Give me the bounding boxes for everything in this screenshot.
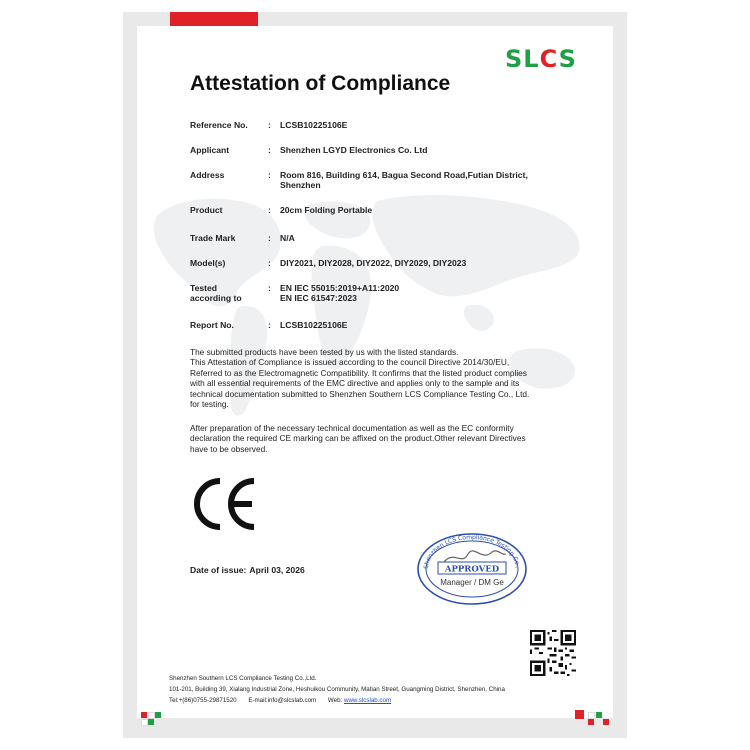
flag-square xyxy=(588,719,594,725)
flag-square xyxy=(155,712,161,718)
flag-square xyxy=(603,719,609,725)
tested-label-line-2: according to xyxy=(190,293,242,303)
report-value: LCSB10225106E xyxy=(280,320,348,330)
stamp-approved-text: APPROVED xyxy=(444,564,500,575)
trade-mark-label: Trade Mark xyxy=(190,233,236,243)
trade-mark-value: N/A xyxy=(280,233,295,243)
flag-square xyxy=(596,712,602,718)
flag-square xyxy=(141,712,147,718)
models-value: DIY2021, DIY2028, DIY2022, DIY2029, DIY2023 xyxy=(280,258,467,268)
colon: : xyxy=(268,283,271,293)
footer-address: 101-201, Building 39, Xialang Industrial Zone, Heshuikou Community, Matian Street, Guangming District, Shenzhen, China xyxy=(169,686,505,693)
document-title: Attestation of Compliance xyxy=(190,72,451,95)
approved-stamp xyxy=(416,532,528,606)
stamp-ring-text: Shenzhen LCS Compliance Testing Co., xyxy=(422,533,522,570)
reference-value: LCSB10225106E xyxy=(280,120,348,130)
flag-square xyxy=(141,719,148,726)
tested-label-line-1: Tested xyxy=(190,283,218,293)
footer-contact xyxy=(169,697,391,705)
applicant-label: Applicant xyxy=(190,145,230,155)
footer-company: Shenzhen Southern LCS Compliance Testing Co.,Ltd. xyxy=(169,675,317,682)
product-label: Product xyxy=(190,205,223,215)
colon: : xyxy=(268,145,271,155)
footer-web-link[interactable]: www.slcslab.com xyxy=(344,697,392,704)
reference-label: Reference No. xyxy=(190,120,248,130)
ce-mark xyxy=(190,476,260,532)
paragraph-2-line: After preparation of the necessary technical documentation as well as the EC conformity xyxy=(190,423,514,433)
address-value xyxy=(280,170,570,190)
paragraph-1-line: for testing. xyxy=(190,399,229,410)
paragraph-1-line: The submitted products have been tested by us with the listed standards. xyxy=(190,347,459,357)
flag-square xyxy=(148,719,154,725)
standard-1: EN IEC 55015:2019+A11:2020 xyxy=(280,283,400,293)
colon: : xyxy=(268,320,271,330)
product-value: 20cm Folding Portable xyxy=(280,205,373,215)
paragraph-2 xyxy=(190,423,566,454)
paragraph-2-line: declaration the required CE marking can be affixed on the product.Other relevant Directives xyxy=(190,433,526,444)
colon: : xyxy=(268,233,271,243)
paragraph-1-line: Referred to as the Electromagnetic Compatibility. It confirms that the listed product complies xyxy=(190,367,527,378)
flag-square xyxy=(575,710,584,719)
colon: : xyxy=(268,258,271,268)
address-label: Address xyxy=(190,170,225,180)
paragraph-2-line: have to be observed. xyxy=(190,443,268,454)
tested-label xyxy=(190,283,268,303)
flag-square xyxy=(588,712,595,719)
paragraph-1-line: This Attestation of Compliance is issued according to the council Directive 2014/30/EU, xyxy=(190,357,510,368)
footer-web-label: Web: xyxy=(327,697,343,704)
report-label: Report No. xyxy=(190,320,234,330)
colon: : xyxy=(268,120,271,130)
date-of-issue-label: Date of issue: xyxy=(190,565,247,575)
colon: : xyxy=(268,170,271,180)
standard-2: EN IEC 61547:2023 xyxy=(280,293,357,303)
top-red-bar xyxy=(170,12,258,26)
date-of-issue xyxy=(190,565,305,575)
address-line-2: Shenzhen xyxy=(280,180,321,190)
qr-code xyxy=(530,630,576,676)
applicant-value: Shenzhen LGYD Electronics Co. Ltd xyxy=(280,145,428,155)
date-of-issue-value: April 03, 2026 xyxy=(249,565,305,575)
address-line-1: Room 816, Building 614, Bagua Second Road,Futian District, xyxy=(280,170,528,180)
paragraph-1-line: technical documentation submitted to Shenzhen Southern LCS Compliance Testing Co., Ltd. xyxy=(190,388,530,399)
stamp-manager-text: Manager / DM Ge xyxy=(440,578,504,587)
slcs-logo: SLCS xyxy=(505,45,577,73)
footer-email: E-mail:info@slcslab.com xyxy=(248,697,317,704)
models-label: Model(s) xyxy=(190,258,226,268)
colon: : xyxy=(268,205,271,215)
tested-value xyxy=(280,283,570,303)
flag-square xyxy=(148,712,155,719)
paragraph-1 xyxy=(190,347,566,409)
paragraph-1-line: with all essential requirements of the EMC directive and applies only to the sample and its xyxy=(190,378,520,389)
footer-tel: Tel:+(86)0755-29871520 xyxy=(169,697,237,704)
